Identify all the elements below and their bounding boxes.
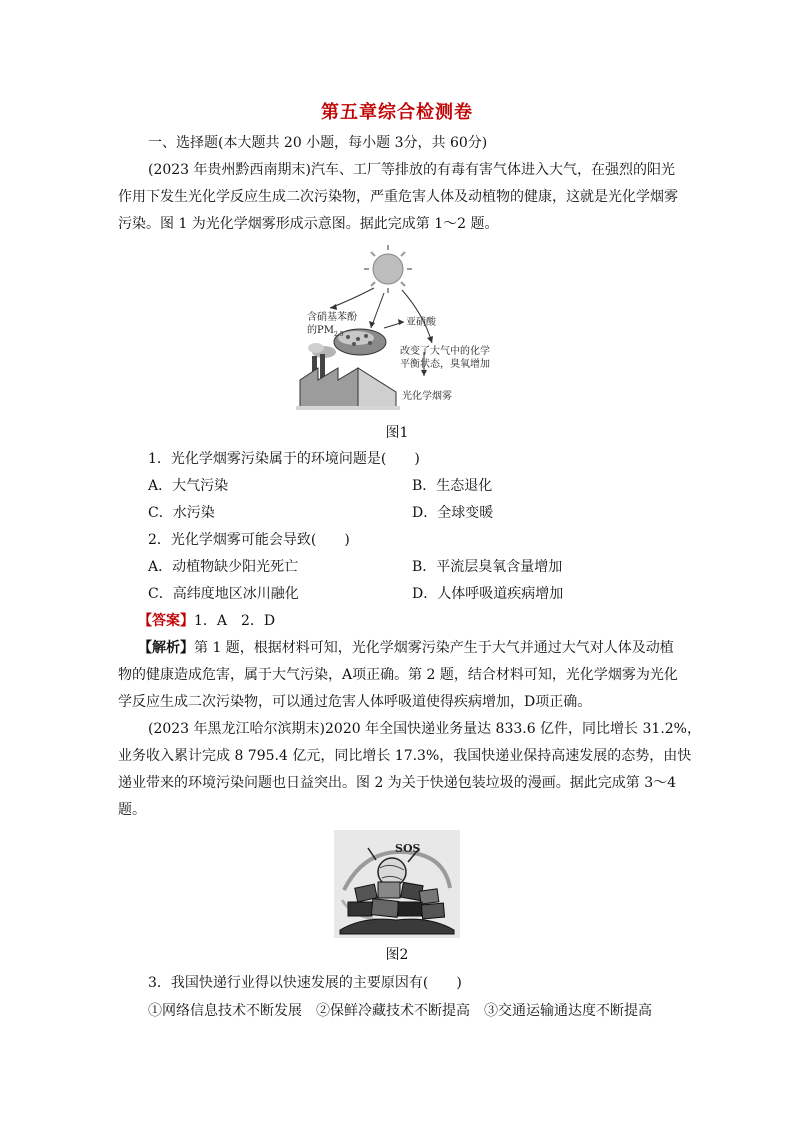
q2-option-c: C．高纬度地区冰川融化 [148,586,299,602]
q2-option-d: D．人体呼吸道疾病增加 [412,586,564,602]
answer-text: 1．A 2．D [194,613,276,629]
q3-stem: 3．我国快递行业得以快速发展的主要原因有( ) [148,975,462,991]
section-heading: 一、选择题(本大题共 20 小题，每小题 3分，共 60分) [148,135,488,151]
q2-option-a: A．动植物缺少阳光死亡 [148,559,299,575]
q1-option-c: C．水污染 [148,505,215,521]
analysis-line2: 物的健康造成危害，属于大气污染，A项正确。第 2 题，结合材料可知，光化学烟雾为光化 [118,667,678,683]
answer-tag: 【答案】 [138,613,194,629]
q1-option-b: B．生态退化 [412,478,493,494]
analysis-tag: 【解析】 [138,640,194,656]
figure1-caption: 图1 [385,425,409,441]
label-change2: 平衡状态，臭氧增加 [400,359,490,370]
passage2-line2: 业务收入累计完成 8 795.4 亿元，同比增长 17.3%，我国快递业保持高速发展的态势，由快 [118,748,692,764]
passage2-line4: 题。 [118,802,146,818]
sun-icon [364,245,412,293]
analysis-text1: 第 1 题，根据材料可知，光化学烟雾污染产生于大气并通过大气对人体及动植 [194,640,674,656]
label-change1: 改变了大气中的化学 [400,346,490,357]
page-title: 第五章综合检测卷 [321,102,473,123]
passage1-line2: 作用下发生光化学反应生成二次污染物，严重危害人体及动植物的健康，这就是光化学烟雾 [118,189,678,205]
answer-line [138,611,275,631]
label-acid: 亚硝酸 [406,317,436,328]
figure2-caption: 图2 [385,947,409,963]
label-pm2: 的PM [307,325,334,336]
sos-text: SOS [395,842,421,855]
label-pm-sub: 2.5 [333,331,344,338]
passage1-line3: 污染。图 1 为光化学烟雾形成示意图。据此完成第 1～2 题。 [118,216,499,232]
figure1-diagram [296,240,516,412]
figure2-cartoon [334,830,460,938]
q3-options: ①网络信息技术不断发展 ②保鲜冷藏技术不断提高 ③交通运输通达度不断提高 [148,1003,652,1019]
q2-stem: 2．光化学烟雾可能会导致( ) [148,532,350,548]
q2-option-b: B．平流层臭氧含量增加 [412,559,563,575]
q1-stem: 1．光化学烟雾污染属于的环境问题是( ) [148,451,420,467]
passage2-line3: 递业带来的环境污染问题也日益突出。图 2 为关于快递包装垃圾的漫画。据此完成第 3～4 [118,775,677,791]
analysis-line1 [138,638,674,658]
label-pm: 含硝基苯酚 [307,312,357,323]
label-smog: 光化学烟雾 [402,391,452,402]
q1-option-a: A．大气污染 [148,478,229,494]
q1-option-d: D．全球变暖 [412,505,494,521]
analysis-line3: 学反应生成二次污染物，可以通过危害人体呼吸道使得疾病增加，D项正确。 [118,694,592,710]
package-pile [340,882,454,934]
passage1-line1: (2023 年贵州黔西南期末)汽车、工厂等排放的有毒有害气体进入大气，在强烈的阳光 [148,162,676,178]
passage2-line1: (2023 年黑龙江哈尔滨期末)2020 年全国快递业务量达 833.6 亿件，同比增长 31.2%， [148,721,701,737]
svg-text:的PM2.5 [307,324,344,338]
